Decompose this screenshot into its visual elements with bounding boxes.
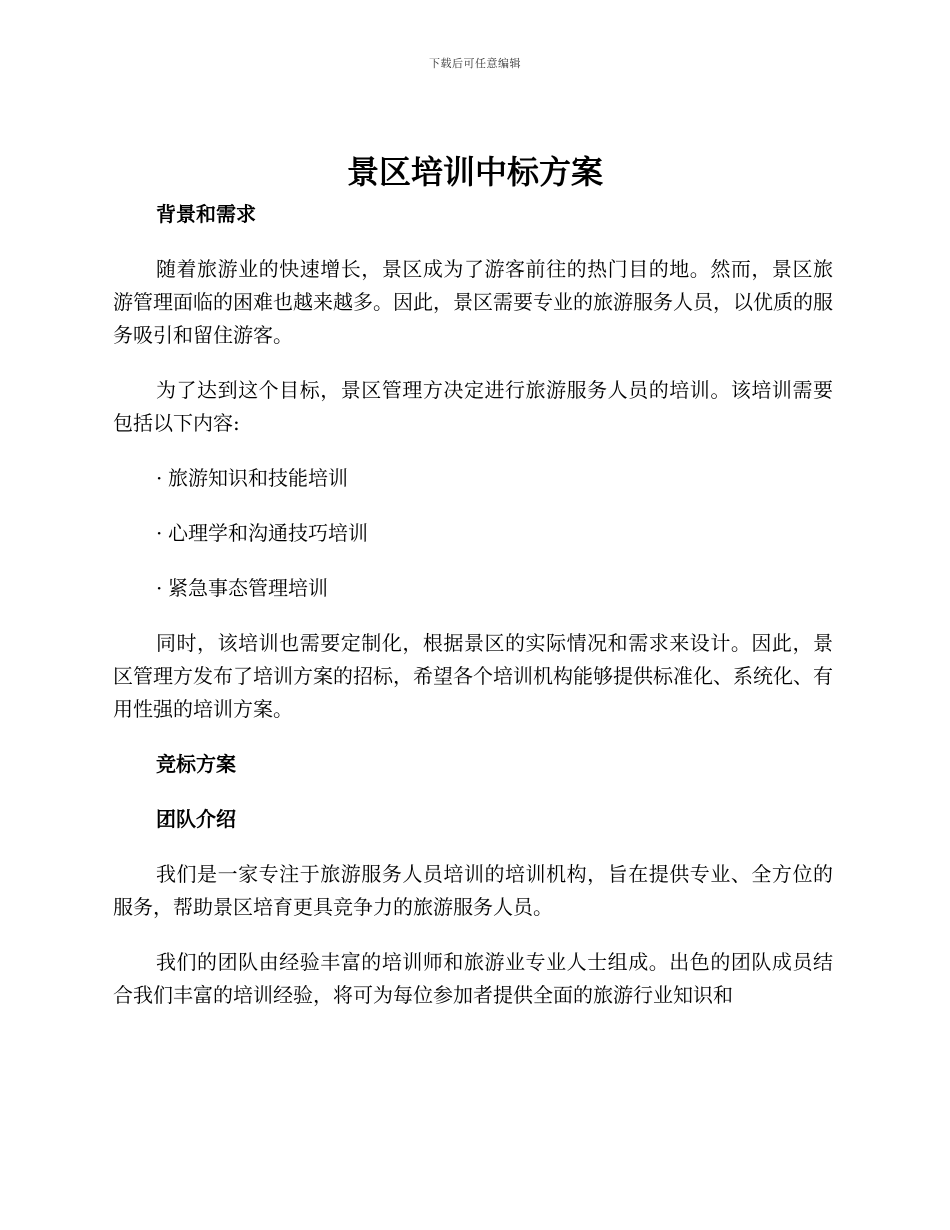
paragraph-background-2: 为了达到这个目标，景区管理方决定进行旅游服务人员的培训。该培训需要包括以下内容: [113,378,833,435]
bullet-dot-icon: · [156,521,163,545]
section-heading-bid: 竞标方案 [156,752,236,776]
bullet-text: 旅游知识和技能培训 [168,466,348,490]
bullet-dot-icon: · [156,466,163,490]
bullet-item [113,517,833,550]
section-heading-team: 团队介绍 [156,807,236,831]
document-body [113,198,833,1034]
bullet-dot-icon: · [156,576,163,600]
bullet-item [113,572,833,605]
bullet-text: 紧急事态管理培训 [168,576,328,600]
paragraph-team-1: 我们是一家专注于旅游服务人员培训的培训机构，旨在提供专业、全方位的服务，帮助景区培育更具竞争力的旅游服务人员。 [113,862,833,919]
page-header-note: 下载后可任意编辑 [429,57,521,70]
paragraph-background-3: 同时，该培训也需要定制化，根据景区的实际情况和需求来设计。因此，景区管理方发布了培训方案的招标，希望各个培训机构能够提供标准化、系统化、有用性强的培训方案。 [113,631,833,721]
section-heading-background: 背景和需求 [156,202,256,226]
bullet-text: 心理学和沟通技巧培训 [168,521,368,545]
document-title: 景区培训中标方案 [346,153,603,191]
paragraph-team-2: 我们的团队由经验丰富的培训师和旅游业专业人士组成。出色的团队成员结合我们丰富的培训经验，将可为每位参加者提供全面的旅游行业知识和 [113,950,833,1007]
bullet-item [113,462,833,495]
paragraph-background-1: 随着旅游业的快速增长，景区成为了游客前往的热门目的地。然而，景区旅游管理面临的困难也越来越多。因此，景区需要专业的旅游服务人员，以优质的服务吸引和留住游客。 [113,257,833,347]
